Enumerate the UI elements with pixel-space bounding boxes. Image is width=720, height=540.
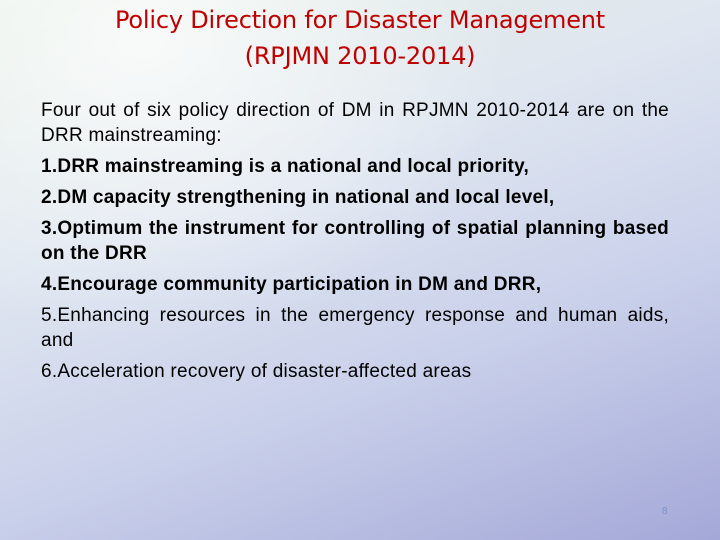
slide-title <box>0 2 720 74</box>
title-line-2: (RPJMN 2010-2014) <box>244 42 476 70</box>
title-line-1: Policy Direction for Disaster Management <box>115 6 605 34</box>
page-number: 8 <box>662 506 668 517</box>
policy-item-1: 1.DRR mainstreaming is a national and local priority, <box>41 156 530 177</box>
policy-item-2: 2.DM capacity strengthening in national and local level, <box>41 187 555 208</box>
intro-paragraph: Four out of six policy direction of DM in RPJMN 2010-2014 are on the DRR mainstreaming: <box>41 100 669 146</box>
slide-body <box>41 98 669 390</box>
policy-item-5: 5.Enhancing resources in the emergency response and human aids, and <box>41 305 669 351</box>
policy-item-6: 6.Acceleration recovery of disaster-affected areas <box>41 361 472 382</box>
policy-item-3: 3.Optimum the instrument for controlling of spatial planning based on the DRR <box>41 218 669 264</box>
policy-item-4: 4.Encourage community participation in DM and DRR, <box>41 274 542 295</box>
